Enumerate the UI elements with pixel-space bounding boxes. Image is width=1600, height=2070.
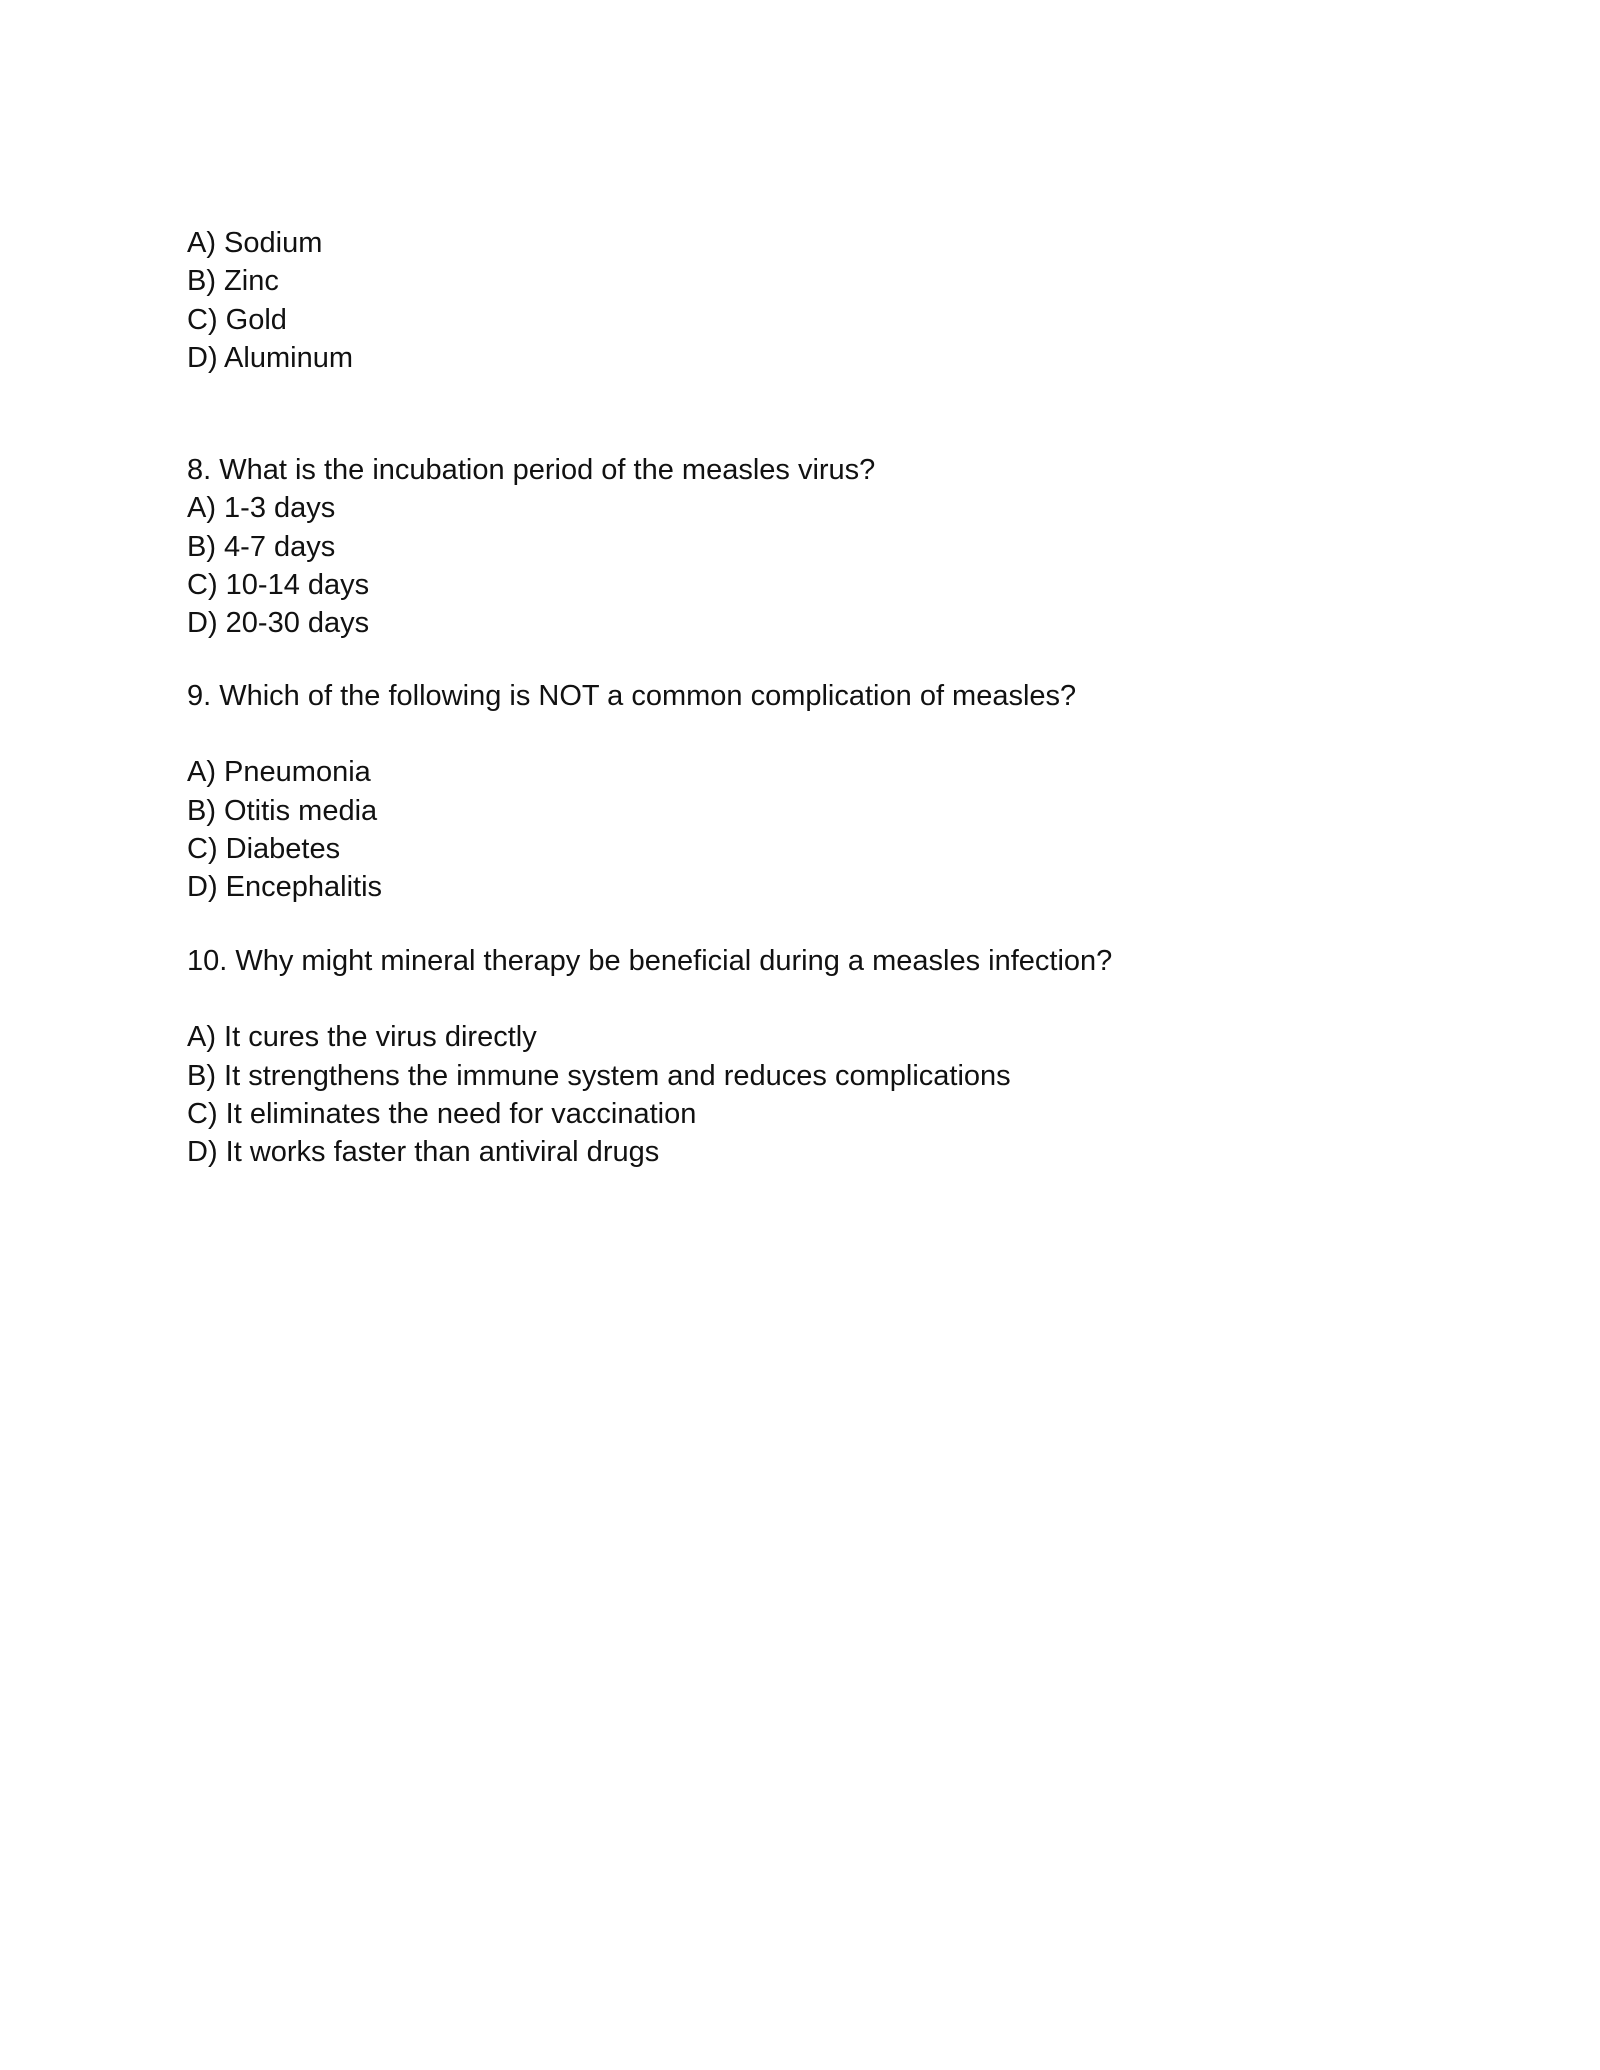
continued-option-list [187, 224, 1437, 377]
question-8-option-b: B) 4-7 days [187, 530, 336, 563]
question-9-option-a: A) Pneumonia [187, 756, 371, 789]
question-8 [187, 451, 1437, 642]
question-9-option-d: D) Encephalitis [187, 871, 383, 904]
question-10-text: 10. Why might mineral therapy be beneficial during a measles infection? [187, 945, 1113, 977]
question-10-option-c: C) It eliminates the need for vaccination [187, 1097, 697, 1130]
spacer [187, 715, 1437, 753]
question-10-option-a: A) It cures the virus directly [187, 1021, 537, 1054]
spacer [187, 980, 1437, 1018]
question-9-option-c: C) Diabetes [187, 832, 341, 865]
question-9 [187, 677, 1437, 906]
option-b: B) Zinc [187, 265, 279, 298]
question-10-option-d: D) It works faster than antiviral drugs [187, 1136, 660, 1169]
question-8-text: 8. What is the incubation period of the measles virus? [187, 454, 876, 486]
question-8-option-d: D) 20-30 days [187, 607, 370, 640]
question-8-option-c: C) 10-14 days [187, 568, 370, 601]
option-c: C) Gold [187, 303, 287, 336]
question-9-option-b: B) Otitis media [187, 794, 378, 827]
option-a: A) Sodium [187, 227, 323, 259]
question-8-option-a: A) 1-3 days [187, 492, 336, 525]
option-d: D) Aluminum [187, 341, 353, 374]
question-10-option-b: B) It strengthens the immune system and reduces complications [187, 1059, 1011, 1092]
question-9-text: 9. Which of the following is NOT a common complication of measles? [187, 680, 1077, 712]
question-10 [187, 942, 1437, 1171]
